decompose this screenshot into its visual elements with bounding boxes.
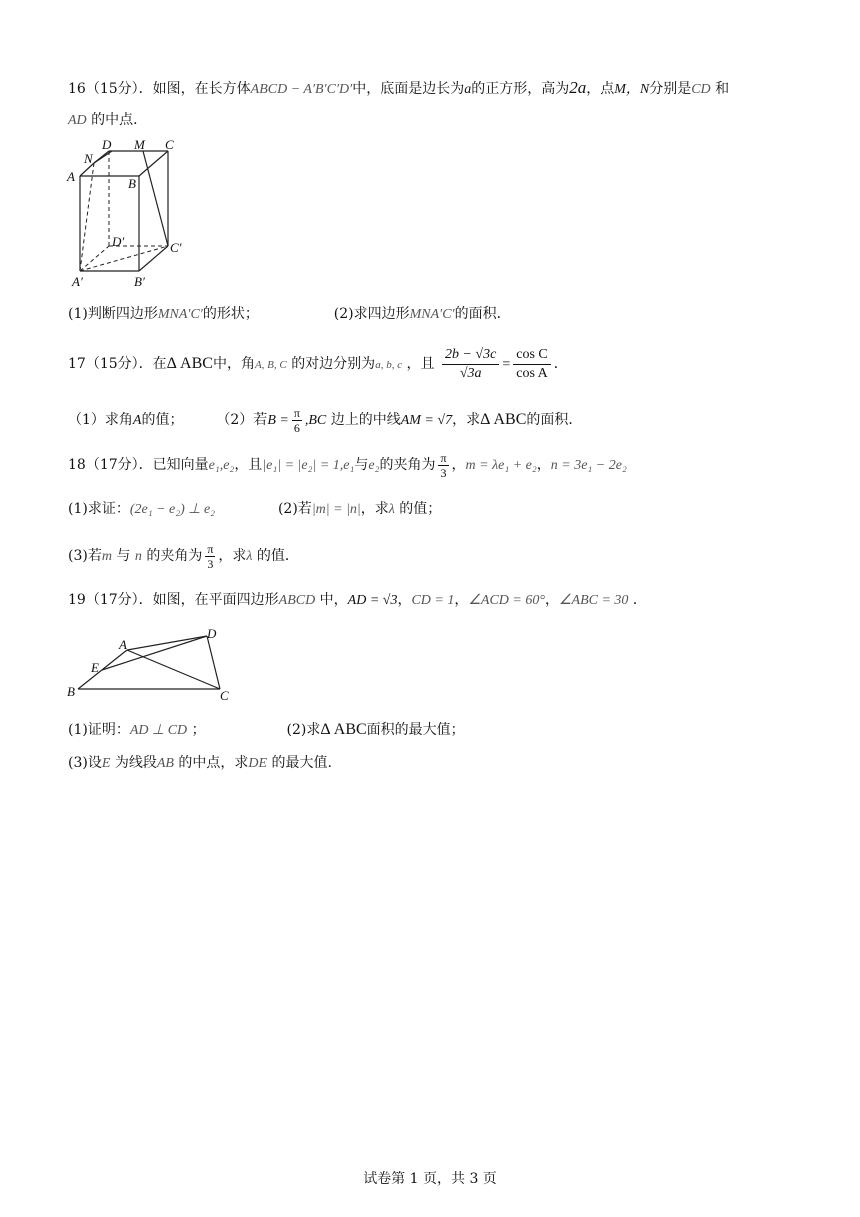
q16-line1: 16（15分）．如图，在长方体ABCD − A′B′C′D′中，底面是边长为a的正方形，高为2a，点M，N分别是CD 和 [68,78,730,97]
fraction-rhs: $\frac{\text{cos C}}{\text{cos A}}$ [513,346,551,383]
label-E: E [91,660,99,675]
q17-line1: 17（15分）．在Δ ABC中，角A, B, C 的对边分别为a, b, c ，且 $\frac{2b - √3c}{√3a}$ = $\frac{\text{cos C}}{\text{cos A}}$ ． [68,346,568,381]
page-footer: 试卷第 1 页，共 3 页 [363,1171,497,1187]
label-M: M [134,138,145,152]
q16-parts: (1)判断四边形MNA′C′的形状； (2)求四边形MNA′C′的面积． [68,306,511,322]
label-D: D [102,138,112,152]
label-B: B [128,176,136,191]
fraction-pi-six: $\frac{\pi}{6}$ [293,405,300,435]
q18-part-3: (3)若m 与 n 的夹角为 $\frac{\pi}{3}$ ，求λ 的值． [68,541,299,571]
fraction-pi-three-2: $\frac{\pi}{3}$ [207,541,214,571]
q18-line1: 18（17分）．已知向量e₁,e₂，且|e₁| = |e₂| = 1,e₁与e₂的夹角为 $\frac{\pi}{3}$ ，m = λe₁ + e₂，n = 3e₁ − 2e₂ [68,450,627,480]
label-C: C [165,138,174,152]
label-A: A [67,169,75,184]
label-B-prime: B′ [134,274,145,289]
label-C: C [220,688,229,702]
label-A: A [119,637,127,652]
quadrilateral-figure [64,626,244,702]
q19-parts-12: (1)证明：AD ⊥ CD ； (2)求Δ ABC面积的最大值； [68,721,465,738]
q19-line1: 19（17分）．如图，在平面四边形ABCD 中，AD = √3，CD = 1，∠ACD = 60°，∠ABC = 30 ． [68,592,647,608]
q18-parts-12: (1)求证：(2e₁ − e₂) ⊥ e₂ (2)若|m| = |n|，求λ 的值； [68,501,442,517]
label-D: D [207,626,217,641]
label-C-prime: C′ [170,240,182,255]
q16-line2: AD 的中点． [68,112,148,128]
q19-part-3: (3)设E 为线段AB 的中点，求DE 的最大值. [68,755,332,771]
fraction-pi-three: $\frac{\pi}{3}$ [440,450,447,480]
label-N: N [84,151,93,166]
q17-parts: （1）求角A的值； （2）若B = $\frac{\pi}{6}$ ,BC 边上的中线AM = √7，求Δ ABC的面积． [68,405,583,435]
fraction-lhs: $\frac{2b - √3c}{√3a}$ [442,346,499,383]
label-B: B [67,684,75,699]
cuboid-figure [64,138,194,290]
label-D-prime: D′ [112,234,125,249]
label-A-prime: A′ [72,274,83,289]
